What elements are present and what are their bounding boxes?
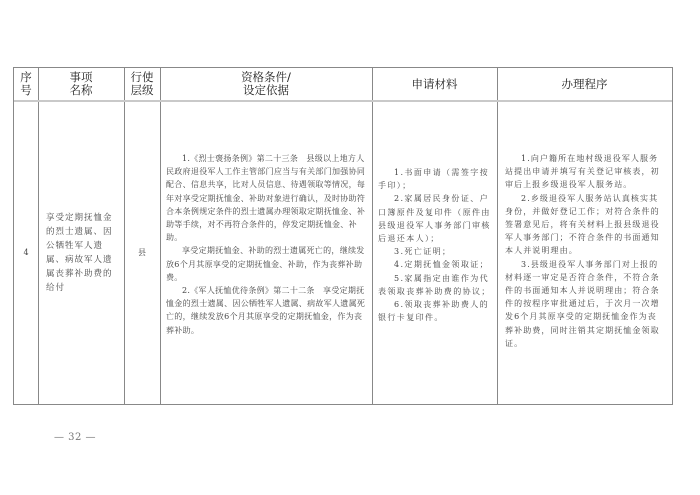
cell-basis <box>160 102 372 404</box>
cell-materials <box>372 102 497 404</box>
header-basis-line2: 设定依据 <box>243 83 289 97</box>
material-item: 6.领取丧葬补助费人的银行卡复印件。 <box>378 300 490 323</box>
page-number: — 32 — <box>53 432 97 443</box>
header-materials <box>372 68 497 100</box>
header-materials-label: 申请材料 <box>411 76 458 91</box>
header-seq-line2: 号 <box>20 83 32 97</box>
header-basis-line1: 资格条件/ <box>241 70 291 84</box>
cell-level <box>124 102 160 404</box>
basis-paragraph: 2.《军人抚恤优待条例》第二十二条 享受定期抚恤金的烈士遗属、因公牺牲军人遗属、病故军人遗属死亡的，继续发放6个月其原享受的定期抚恤金，作为丧葬补助。 <box>166 286 366 335</box>
procedure-step: 2.乡级退役军人服务站认真核实其身份，并做好登记工作；对符合条件的签署意见后，将有关材料上报县级退役军人事务部门；不符合条件的书面通知本人并说明理由。 <box>505 193 660 256</box>
basis-paragraph: 享受定期抚恤金、补助的烈士遗属死亡的，继续发放6个月其原享受的定期抚恤金、补助，作为丧葬补助费。 <box>166 246 365 282</box>
service-items-table <box>13 67 673 405</box>
material-item: 2.家属居民身份证、户口簿原件及复印件（原件由县级退役军人事务部门审核后退还本人）； <box>378 194 491 244</box>
header-level-line2: 层级 <box>130 83 154 97</box>
header-level-line1: 行使 <box>130 70 154 84</box>
header-name <box>38 68 124 100</box>
material-item: 4.定期抚恤金领取证； <box>394 260 490 270</box>
material-item: 5.家属指定由谁作为代表领取丧葬补助费的协议； <box>378 273 491 296</box>
header-seq <box>14 68 38 100</box>
header-seq-line1: 序 <box>20 70 32 84</box>
header-basis <box>160 68 372 100</box>
basis-paragraph: 1.《烈士褒扬条例》第二十三条 县级以上地方人民政府退役军人工作主管部门应当与有关部门加强协同配合、信息共享，比对人员信息、待遇领取等情况，每年对享受定期抚恤金、补助对象进行确认，及时协助符合本条例规定条件的烈士遗属办理领取定期抚恤金、补助等手续，对不再符合条件的，停发定期抚恤金、补助。 <box>166 154 366 243</box>
cell-procedure <box>497 102 672 404</box>
cell-name <box>38 102 124 404</box>
row-level-value: 县 <box>138 248 146 258</box>
header-procedure-label: 办理程序 <box>561 76 608 91</box>
material-item: 1.书面申请（需签字按手印）； <box>378 168 490 191</box>
row-item-name: 享受定期抚恤金的烈士遗属、因公牺牲军人遗属、病故军人遗属丧葬补助费的给付 <box>46 213 113 293</box>
cell-seq <box>14 102 38 404</box>
procedure-step: 3.县级退役军人事务部门对上报的材料逐一审定是否符合条件，不符合条件的书面通知本人并说明理由；符合条件的按程序审批通过后，于次月一次增发6个月其原享受的定期抚恤金作为丧葬补助费，同时注销其定期抚恤金领取证。 <box>505 259 660 348</box>
material-item: 3.死亡证明； <box>394 247 452 257</box>
header-procedure <box>497 68 672 100</box>
header-name-line1: 事项 <box>69 70 93 84</box>
row-seq-value: 4 <box>23 248 29 258</box>
header-name-line2: 名称 <box>69 83 93 97</box>
header-level <box>124 68 160 100</box>
procedure-step: 1.向户籍所在地村级退役军人服务站提出申请并填写有关登记审核表，初审后上报乡级退役军人服务站。 <box>505 154 660 190</box>
